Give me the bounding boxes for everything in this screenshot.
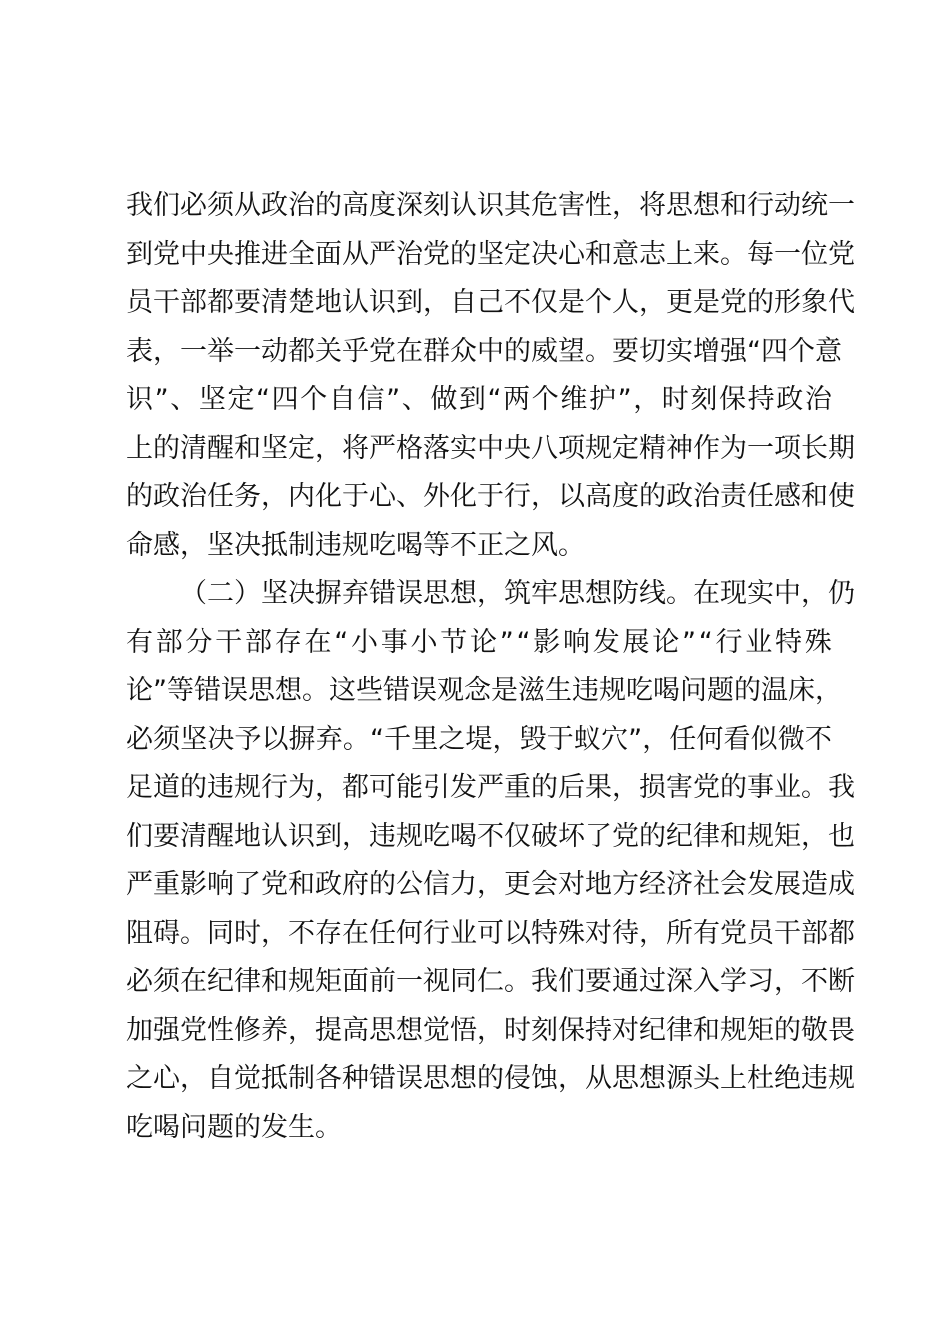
text-line: 论 ” 等 错 误 思 想 。 这 些 错 误 观 念 是 滋 生 违 规 吃 喝 问 题 的 温 床 ， <box>126 675 842 706</box>
text-line: 我 们 必 须 从 政 治 的 高 度 深 刻 认 识 其 危 害 性 ， 将 思 想 和 行 动 统 一 <box>126 190 855 221</box>
section-heading-line: （ 二 ） 坚 决 摒 弃 错 误 思 想 ， 筑 牢 思 想 防 线 。 在 现 实 中 ， 仍 <box>180 578 855 609</box>
paragraph-end-line: 命感，坚决抵制违规吃喝等不正之风。 <box>126 529 585 561</box>
text-line: 识 ” 、 坚 定 “ 四 个 自 信 ” 、 做 到 “ 两 个 维 护 ” ， 时 刻 保 持 政 治 <box>126 384 832 415</box>
text-line: 上 的 清 醒 和 坚 定 ， 将 严 格 落 实 中 央 八 项 规 定 精 神 作 为 一 项 长 期 <box>126 432 855 464</box>
paragraph-end-line: 吃喝问题的发生。 <box>126 1111 342 1143</box>
body-text <box>126 182 855 1152</box>
text-line: 到 党 中 央 推 进 全 面 从 严 治 党 的 坚 定 决 心 和 意 志 上 来 。 每 一 位 党 <box>126 238 855 270</box>
text-line: 的 政 治 任 务 ， 内 化 于 心 、 外 化 于 行 ， 以 高 度 的 政 治 责 任 感 和 使 <box>126 481 855 512</box>
text-line: 足 道 的 违 规 行 为 ， 都 可 能 引 发 严 重 的 后 果 ， 损 害 党 的 事 业 。 我 <box>126 772 855 803</box>
text-line: 员 干 部 都 要 清 楚 地 认 识 到 ， 自 己 不 仅 是 个 人 ， 更 是 党 的 形 象 代 <box>126 287 855 318</box>
text-line: 加 强 党 性 修 养 ， 提 高 思 想 觉 悟 ， 时 刻 保 持 对 纪 律 和 规 矩 的 敬 畏 <box>126 1014 855 1046</box>
text-line: 严 重 影 响 了 党 和 政 府 的 公 信 力 ， 更 会 对 地 方 经 济 社 会 发 展 造 成 <box>126 869 855 900</box>
text-line: 必 须 在 纪 律 和 规 矩 面 前 一 视 同 仁 。 我 们 要 通 过 深 入 学 习 ， 不 断 <box>126 966 855 997</box>
text-line: 表 ， 一 举 一 动 都 关 乎 党 在 群 众 中 的 威 望 。 要 切 实 增 强 “ 四 个 意 <box>126 335 842 367</box>
text-line: 有 部 分 干 部 存 在 “ 小 事 小 节 论 ” “ 影 响 发 展 论 ” “ 行 业 特 殊 <box>126 626 832 658</box>
text-line: 之 心 ， 自 觉 抵 制 各 种 错 误 思 想 的 侵 蚀 ， 从 思 想 源 头 上 杜 绝 违 规 <box>126 1063 855 1094</box>
text-line: 阻 碍 。 同 时 ， 不 存 在 任 何 行 业 可 以 特 殊 对 待 ， 所 有 党 员 干 部 都 <box>126 917 855 949</box>
text-line: 必 须 坚 决 予 以 摒 弃 。 “ 千 里 之 堤 ， 毁 于 蚁 穴 ” ， 任 何 看 似 微 不 <box>126 723 832 755</box>
text-line: 们 要 清 醒 地 认 识 到 ， 违 规 吃 喝 不 仅 破 坏 了 党 的 纪 律 和 规 矩 ， 也 <box>126 820 855 852</box>
